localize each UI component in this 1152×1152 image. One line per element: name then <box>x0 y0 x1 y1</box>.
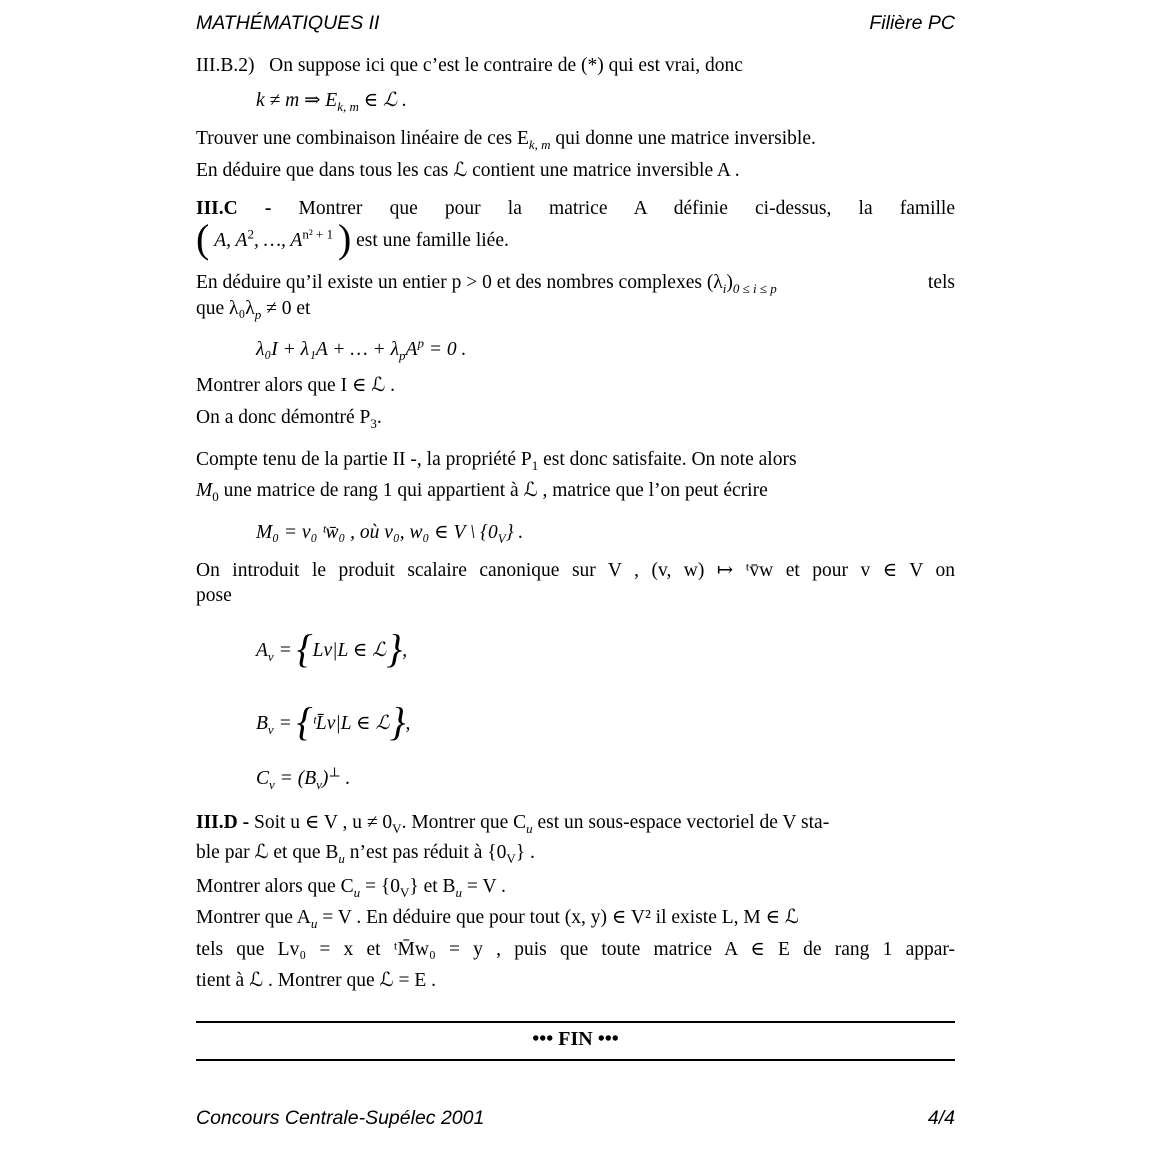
section-iiid-line1: III.D - Soit u ∈ V , $u \ne 0_V$. Montrer que $C_u$ est un sous-espace vectoriel de V sta- <box>196 812 830 836</box>
section-iiid-line4: Montrer que $A_u = V$ . En déduire que pour tout (x, y) ∈ V² il existe L, M ∈ ℒ <box>196 907 799 931</box>
paragraph-compte-1: Compte tenu de la partie II -, la propriété $P_1$ est donc satisfaite. On note alors <box>196 449 797 473</box>
formula-kneqm: k ≠ m ⇒ $E_{k, m}$ ∈ ℒ . <box>256 90 407 114</box>
section-iiic-line2: ( A, $A^2$, …, $A^{n^2 + 1}$ ) est une famille liée. <box>196 216 509 261</box>
section-iiib2-intro <box>196 53 955 79</box>
footer-contest: Concours Centrale-Supélec 2001 <box>196 1107 485 1129</box>
section-iiid-line3: Montrer alors que $C_u = \{0_V\}$ et $B_u = V$ . <box>196 876 506 900</box>
section-label: III.B.2) <box>196 55 255 76</box>
definition-av: $A_v = \{Lv|L$ ∈ ℒ}, <box>256 626 408 671</box>
paragraph-combination: Trouver une combinaison linéaire de ces $E_{k, m}$ qui donne une matrice inversible. <box>196 128 816 152</box>
paragraph-inversible: En déduire que dans tous les cas ℒ contient une matrice inversible A . <box>196 160 740 181</box>
rule-top <box>196 1021 955 1023</box>
page-number: 4/4 <box>927 1107 955 1129</box>
paragraph-compte-2: $M_0$ une matrice de rang 1 qui appartient à ℒ , matrice que l’on peut écrire <box>196 480 768 504</box>
rule-bottom <box>196 1059 955 1061</box>
paragraph-scalar-1: On introduit le produit scalaire canonique sur V , (v, w) ↦ ᵗv̄w et pour v ∈ V on <box>196 560 955 581</box>
header-track: Filière PC <box>869 12 955 34</box>
definition-cv: $C_v = (B_v)^\perp$ . <box>256 764 351 792</box>
section-iiid-line2: ble par ℒ et que $B_u$ n’est pas réduit à $\{0_V\}$ . <box>196 842 535 866</box>
section-label: III.C - <box>196 198 272 219</box>
section-iiid-line6: tient à ℒ . Montrer que ℒ = E . <box>196 970 436 991</box>
header-subject: MATHÉMATIQUES II <box>196 12 380 34</box>
paragraph-text: On suppose ici que c’est le contraire de (*) qui est vrai, donc <box>269 55 743 76</box>
section-iiic-line1: III.C - Montrer que pour la matrice A définie ci-dessus, la famille <box>196 198 955 219</box>
paragraph-scalar-2: pose <box>196 585 232 606</box>
section-label: III.D - <box>196 812 250 833</box>
equation-m0: M₀ = v₀ ᵗw̄₀ , où v₀, w₀ ∈ V \ $\{0_V\}$ . <box>256 522 524 546</box>
paragraph-show-identity: Montrer alors que I ∈ ℒ . <box>196 375 396 396</box>
end-marker: ••• FIN ••• <box>532 1028 619 1050</box>
definition-bv: $B_v$ = {ᵗL̄v|L ∈ ℒ}, <box>256 699 411 744</box>
paragraph-existence: En déduire qu’il existe un entier p > 0 et des nombres complexes $(\lambda_i)_{0 \le i \le p}$ tels <box>196 272 955 296</box>
equation-lambda: λ₀I + λ₁A + … + $\lambda_pA^p = 0$ . <box>256 335 467 363</box>
paragraph-p3-done: On a donc démontré $P_3$. <box>196 407 382 431</box>
paragraph-existence-2: que $\lambda_0\lambda_p \ne 0$ et <box>196 298 311 322</box>
section-iiid-line5: tels que Lv₀ = x et ᵗM̄w₀ = y , puis que toute matrice A ∈ E de rang 1 appar- <box>196 939 955 960</box>
